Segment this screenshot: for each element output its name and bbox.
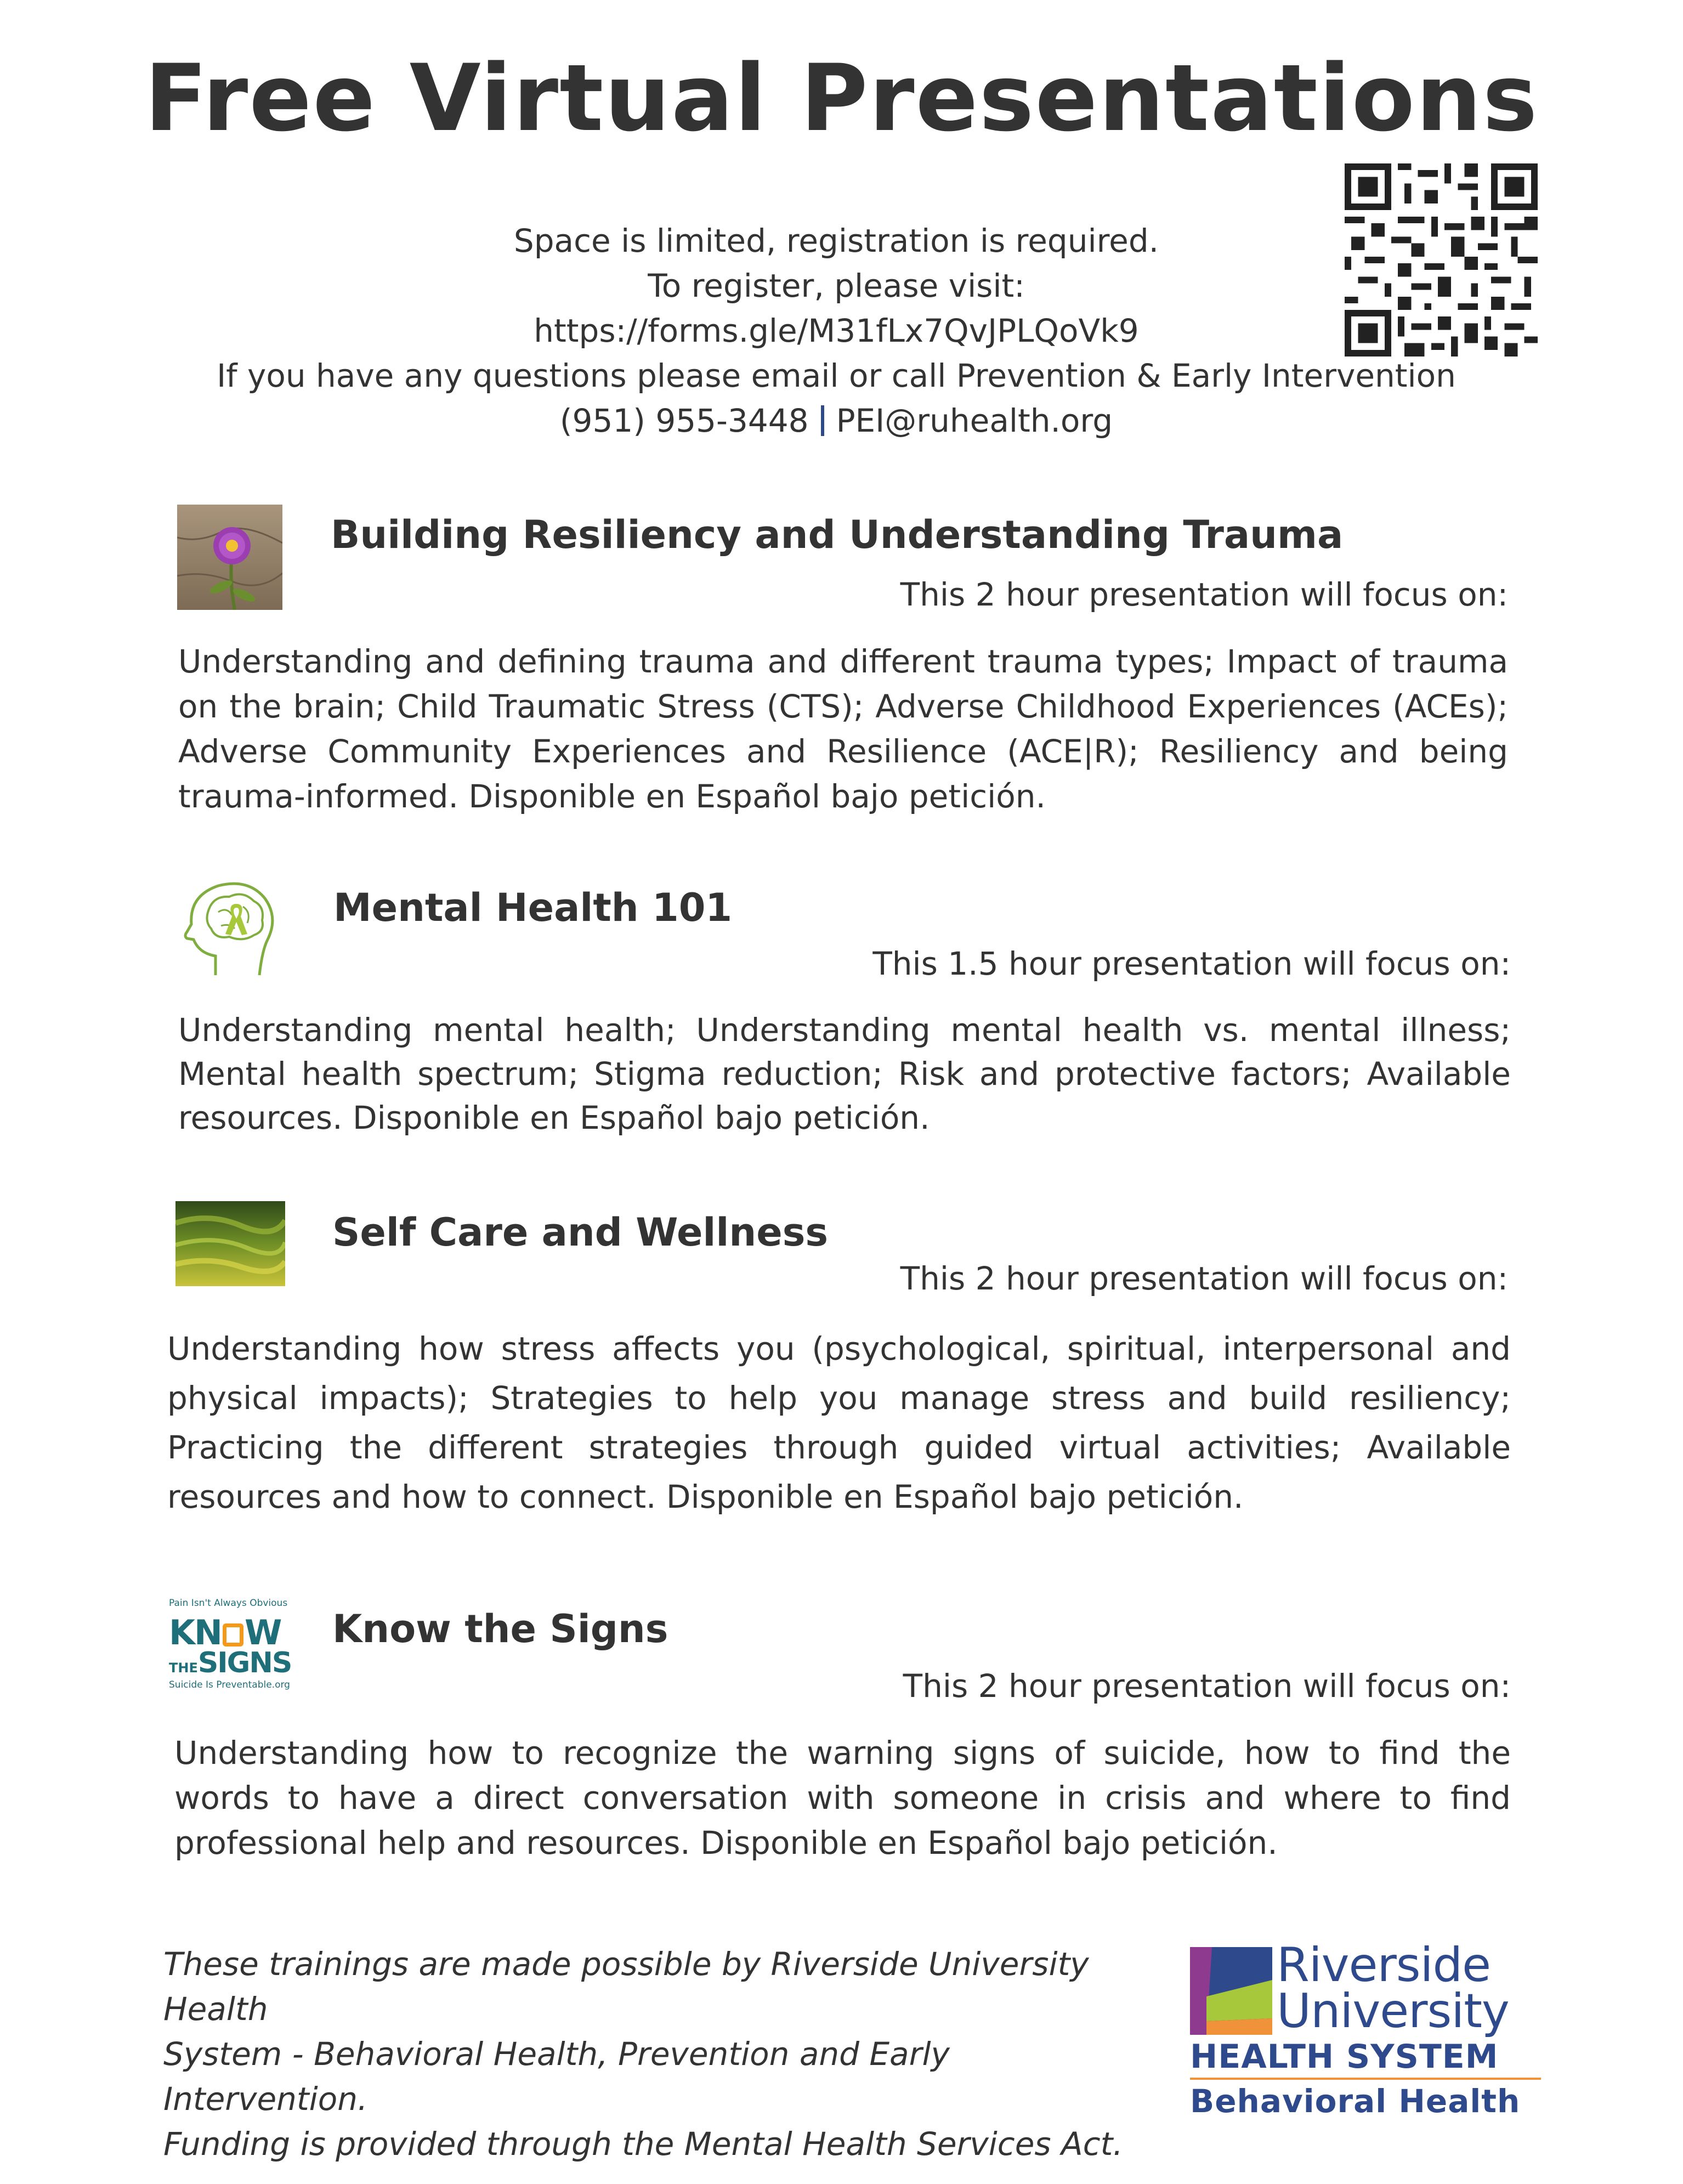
- rubhs-mark-icon: [1190, 1947, 1272, 2035]
- section-description-self-care: Understanding how stress affects you (psychological, spiritual, interpersonal and physical impacts); Strategies to help you manage stress and build resiliency; Practicing the different strategies through guided virtual activities; Available resources and how to connect. Disponible en Español bajo petición.: [167, 1330, 1511, 1515]
- registration-url[interactable]: https://forms.gle/M31fLx7QvJPLQoVk9: [534, 312, 1139, 349]
- kts-the: THE: [169, 1660, 198, 1676]
- section-title-mental-health: Mental Health 101: [333, 885, 733, 930]
- kts-o-icon: [223, 1623, 243, 1647]
- kts-signs: SIGNS: [197, 1647, 292, 1679]
- green-waves-icon: [175, 1201, 285, 1286]
- section-focus-know-the-signs: This 2 hour presentation will focus on:: [903, 1667, 1511, 1705]
- section-focus-resiliency: This 2 hour presentation will focus on:: [900, 576, 1508, 613]
- footer-funding-text: [163, 1942, 1161, 2166]
- footer-line-2: System - Behavioral Health, Prevention and Early Intervention.: [163, 2035, 950, 2118]
- section-title-resiliency: Building Resiliency and Understanding Trauma: [331, 512, 1344, 557]
- head-ribbon-icon: [177, 874, 282, 979]
- section-focus-mental-health: This 1.5 hour presentation will focus on:: [872, 945, 1511, 982]
- phone-number[interactable]: (951) 955-3448: [559, 402, 809, 439]
- section-description-mental-health: Understanding mental health; Understanding mental health vs. mental illness; Mental health spectrum; Stigma reduction; Risk and protective factors; Available resources. Disponible en Español bajo petición.: [178, 1011, 1511, 1136]
- logo-health-system: HEALTH SYSTEM: [1190, 2038, 1499, 2076]
- separator: [821, 405, 824, 436]
- kts-know-end: W: [244, 1612, 281, 1653]
- footer-line-3: Funding is provided through the Mental Health Services Act.: [163, 2125, 1123, 2163]
- qr-code-icon[interactable]: [1345, 163, 1538, 357]
- section-description-resiliency: Understanding and defining trauma and different trauma types; Impact of trauma on the brain; Child Traumatic Stress (CTS); Adverse Childhood Experiences (ACEs); Adverse Community Experiences and Resilience (ACE|R); Resiliency and being trauma-informed. Disponible en Español bajo petición.: [178, 643, 1508, 815]
- logo-riverside: Riverside: [1277, 1938, 1491, 1993]
- logo-university: University: [1277, 1984, 1509, 2039]
- section-title-know-the-signs: Know the Signs: [332, 1606, 668, 1651]
- kts-tagline: Pain Isn't Always Obvious: [169, 1598, 288, 1609]
- email-address[interactable]: PEI@ruhealth.org: [836, 402, 1113, 439]
- registration-limited-text: Space is limited, registration is required.: [513, 222, 1159, 259]
- know-the-signs-logo: [169, 1599, 306, 1698]
- kts-know-start: KN: [169, 1612, 222, 1653]
- logo-behavioral-health: Behavioral Health: [1190, 2083, 1521, 2120]
- page-title: Free Virtual Presentations: [144, 44, 1539, 152]
- riverside-university-logo: [1190, 1938, 1541, 2120]
- kts-footer: Suicide Is Preventable.org: [169, 1679, 290, 1690]
- section-focus-self-care: This 2 hour presentation will focus on:: [900, 1260, 1508, 1297]
- logo-divider: [1190, 2078, 1541, 2080]
- kts-the-signs: [169, 1649, 306, 1677]
- contact-line: [110, 398, 1563, 443]
- section-description-know-the-signs: Understanding how to recognize the warning signs of suicide, how to find the words to have a direct conversation with someone in crisis and where to find professional help and resources. Disponible en Español bajo petición.: [174, 1734, 1511, 1862]
- kts-know: [169, 1612, 306, 1653]
- flower-icon: [177, 505, 282, 610]
- registration-instruction: To register, please visit:: [648, 267, 1025, 304]
- section-title-self-care: Self Care and Wellness: [332, 1210, 829, 1255]
- footer-line-1: These trainings are made possible by Riverside University Health: [163, 1945, 1089, 2028]
- questions-text: If you have any questions please email or call Prevention & Early Intervention: [217, 357, 1456, 394]
